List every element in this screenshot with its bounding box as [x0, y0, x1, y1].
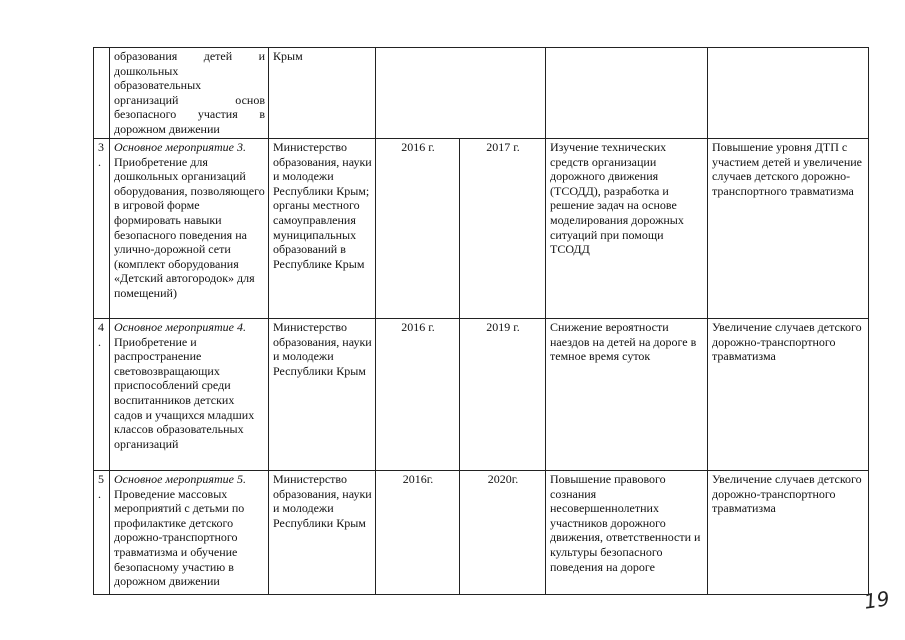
event-cell	[110, 48, 269, 139]
row-number: 4.	[94, 319, 110, 471]
start-year: 2016 г.	[376, 139, 460, 319]
table-row	[94, 319, 869, 471]
effect-cell: Увеличение случаев детского дорожно-транспортного травматизма	[708, 319, 869, 471]
end-year: 2017 г.	[460, 139, 546, 319]
table-row	[94, 48, 869, 139]
table-row	[94, 471, 869, 595]
event-cell	[110, 139, 269, 319]
event-cell	[110, 471, 269, 595]
result-cell: Изучение технических средств организации дорожного движения (ТСОДД), разработка и решение задач на основе моделирования дорожных ситуаций при помощи ТСОДД	[546, 139, 708, 319]
row-number	[94, 48, 110, 139]
start-year: 2016 г.	[376, 319, 460, 471]
end-year: 2020г.	[460, 471, 546, 595]
effect-cell: Повышение уровня ДТП с участием детей и увеличение случаев детского дорожно-транспортного травматизма	[708, 139, 869, 319]
result-cell	[546, 48, 708, 139]
result-cell: Повышение правового сознания несовершеннолетних участников дорожного движения, ответственности и культуры безопасного поведения на дороге	[546, 471, 708, 595]
event-cell	[110, 319, 269, 471]
result-cell: Снижение вероятности наездов на детей на дороге в темное время суток	[546, 319, 708, 471]
row-number: 5.	[94, 471, 110, 595]
event-title: Основное мероприятие 4.	[114, 320, 246, 334]
page-number: 19	[862, 586, 891, 614]
period-cell	[376, 48, 546, 139]
event-title: Основное мероприятие 3.	[114, 140, 246, 154]
start-year: 2016г.	[376, 471, 460, 595]
row-number: 3.	[94, 139, 110, 319]
event-text: Приобретение и распространение световозвращающих приспособлений среди воспитанников детских садов и учащихся младших классов образовательных организаций	[114, 334, 255, 451]
executor-cell: Министерство образования, науки и молодежи Республики Крым	[269, 319, 376, 471]
event-text: Проведение массовых мероприятий с детьми по профилактике детского дорожно-транспортного травматизма и обучение безопасному участию в дорожном движении	[114, 486, 245, 589]
executor-cell: Крым	[269, 48, 376, 139]
event-text: Приобретение для дошкольных организаций оборудования, позволяющего в игровой форме формировать навыки безопасного поведения на улично-дорожной сети (комплект оборудования «Детский автогородок» для помещений)	[114, 154, 265, 300]
executor-cell: Министерство образования, науки и молодежи Республики Крым; органы местного самоуправления муниципальных образований в Республике Крым	[269, 139, 376, 319]
end-year: 2019 г.	[460, 319, 546, 471]
event-title: Основное мероприятие 5.	[114, 472, 246, 486]
program-table	[93, 47, 869, 595]
table-row	[94, 139, 869, 319]
event-text: образования детей и дошкольных образовательных организаций основ безопасного участия в дорожном движении	[114, 49, 265, 136]
effect-cell: Увеличение случаев детского дорожно-транспортного травматизма	[708, 471, 869, 595]
executor-cell: Министерство образования, науки и молодежи Республики Крым	[269, 471, 376, 595]
effect-cell	[708, 48, 869, 139]
